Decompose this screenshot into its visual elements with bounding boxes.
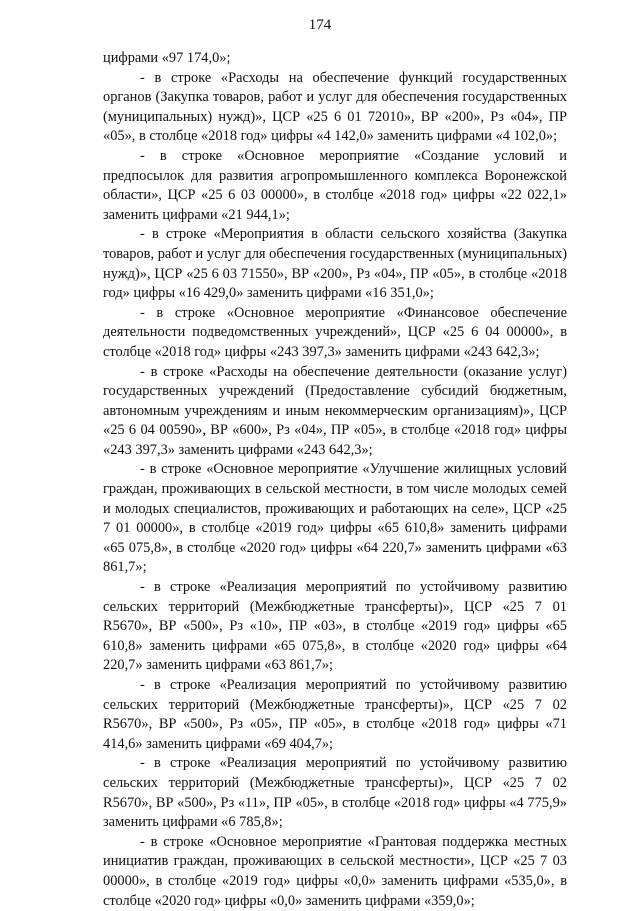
amendment-paragraph: - в строке «Основное мероприятие «Финансовое обеспечение деятельности подведомственных учреждений», ЦСР «25 6 04 00000», в столбце «2018 год» цифры «243 397,3» заменить цифрами «243 642,3»; — [103, 304, 567, 360]
amendment-paragraph: - в строке «Мероприятия в области сельского хозяйства (Закупка товаров, работ и услуг для обеспечения государственных (муниципальных) нужд)», ЦСР «25 6 03 71550», ВР «200», Рз «04», ПР «05», в столбце «2018 год» цифры «16 429,0» заменить цифрами «16 351,0»; — [103, 226, 567, 302]
amendment-paragraph: - в строке «Основное мероприятие «Грантовая поддержка местных инициатив граждан, проживающих в сельской местности», ЦСР «25 7 03 00000», в столбце «2019 год» цифры «0,0» заменить цифрами «535,0», в столбце «2020 год» цифры «0,0» заменить цифрами «359,0»; — [103, 833, 567, 909]
amendment-paragraph: - в строке «Реализация мероприятий по устойчивому развитию сельских территорий (Межбюджетные трансферты)», ЦСР «25 7 01 R5670», ВР «500», Рз «10», ПР «03», в столбце «2019 год» цифры «65 610,8» заменить цифрами «65 075,8», в столбце «2020 год» цифры «64 220,7» заменить цифрами «63 861,7»; — [103, 579, 567, 674]
amendment-paragraph: - в строке «Расходы на обеспечение деятельности (оказание услуг) государственных учреждений (Предоставление субсидий бюджетным, автономным учреждениям и иным некоммерческим организациям)», ЦСР «25 6 04 00590», ВР «600», Рз «04», ПР «05», в столбце «2018 год» цифры «243 397,3» заменить цифрами «243 642,3»; — [103, 363, 567, 458]
amendment-paragraph: - в строке «Расходы на обеспечение функций государственных органов (Закупка товаров, работ и услуг для обеспечения государственных (муниципальных) нужд)», ЦСР «25 6 01 72010», ВР «200», Рз «04», ПР «05», в столбце «2018 год» цифры «4 142,0» заменить цифрами «4 102,0»; — [103, 69, 567, 145]
amendment-paragraph: - в строке «Основное мероприятие «Создание условий и предпосылок для развития агропромышленного комплекса Воронежской области», ЦСР «25 6 03 00000», в столбце «2018 год» цифры «22 022,1» заменить цифрами «21 944,1»; — [103, 147, 567, 223]
amendment-paragraph: - в строке «Реализация мероприятий по устойчивому развитию сельских территорий (Межбюджетные трансферты)», ЦСР «25 7 02 R5670», ВР «500», Рз «05», ПР «05», в столбце «2018 год» цифры «71 414,6» заменить цифрами «69 404,7»; — [103, 677, 567, 752]
amendment-paragraph: - в строке «Основное мероприятие «Улучшение жилищных условий граждан, проживающих в сельской местности, в том числе молодых семей и молодых специалистов, проживающих и работающих на селе», ЦСР «25 7 01 00000», в столбце «2019 год» цифры «65 610,8» заменить цифрами «65 075,8», в столбце «2020 год» цифры «64 220,7» заменить цифрами «63 861,7»; — [103, 461, 567, 576]
amendment-paragraph: - в строке «Реализация мероприятий по устойчивому развитию сельских территорий (Межбюджетные трансферты)», ЦСР «25 7 02 R5670», ВР «500», Рз «11», ПР «05», в столбце «2018 год» цифры «4 775,9» заменить цифрами «6 785,8»; — [103, 755, 567, 831]
document-body — [103, 49, 567, 911]
page-number: 174 — [308, 17, 332, 33]
paragraph-continuation: цифрами «97 174,0»; — [103, 50, 231, 66]
